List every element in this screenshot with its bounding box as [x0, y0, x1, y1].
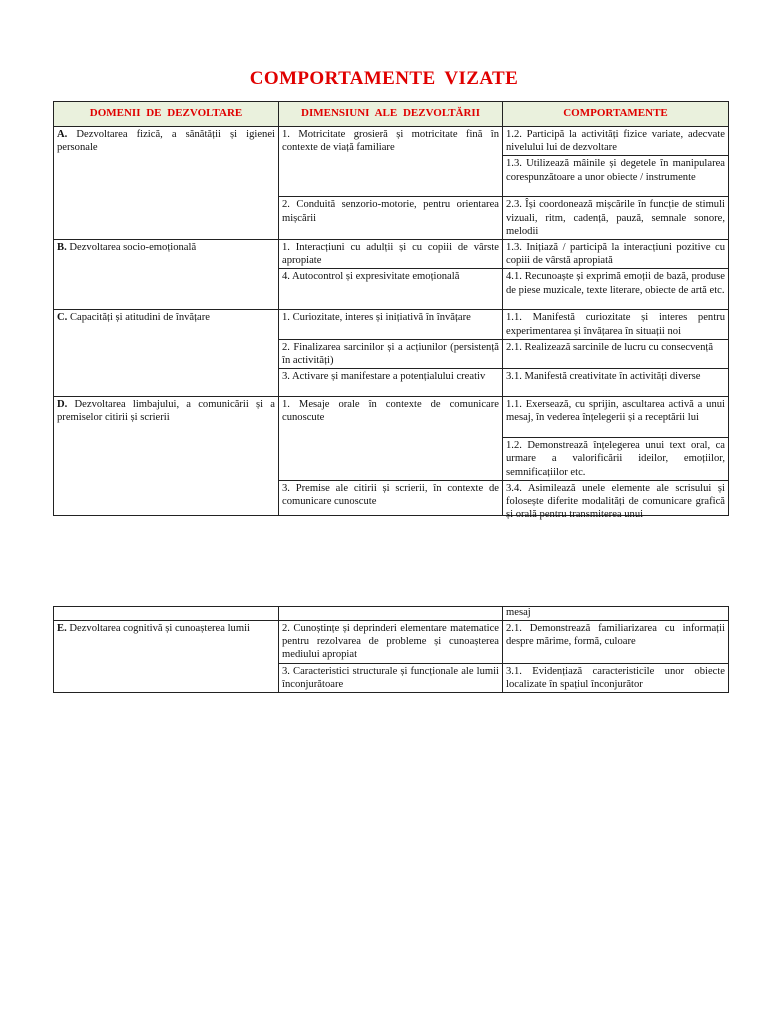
- dimension-cell: 1. Curiozitate, interes și inițiativă în învățare: [279, 310, 503, 339]
- domain-key: B.: [57, 242, 67, 254]
- table-row: [54, 397, 729, 438]
- domain-cell-c: [54, 310, 279, 397]
- page-title: COMPORTAMENTE VIZATE: [249, 68, 519, 89]
- domain-key: D.: [57, 399, 68, 411]
- behavior-cell: mesaj: [503, 607, 729, 621]
- dimension-cell: 3. Activare și manifestare a potențialului creativ: [279, 369, 503, 397]
- behavior-cell: 4.1. Recunoaște și exprimă emoții de bază, produse de piese muzicale, texte literare, obiecte de artă etc.: [503, 269, 729, 310]
- domain-text: Dezvoltarea cognitivă și cunoașterea lumii: [66, 623, 250, 634]
- domain-text: Dezvoltarea fizică, a sănătății și igienei personale: [57, 129, 275, 154]
- table-row: [54, 621, 729, 664]
- domain-cell-a: [54, 127, 279, 240]
- domain-cell-d: [54, 397, 279, 516]
- behavior-cell: 2.1. Demonstrează familiarizarea cu informații despre mărime, formă, culoare: [503, 621, 729, 664]
- domain-text: Dezvoltarea limbajului, a comunicării și a premiselor citirii și scrierii: [57, 399, 275, 424]
- behavior-cell: 3.1. Manifestă creativitate în activități diverse: [503, 369, 729, 397]
- behavior-cell: 1.2. Participă la activități fizice variate, adecvate nivelului lui de dezvoltare: [503, 127, 729, 156]
- behavior-cell: 2.3. Își coordonează mișcările în funcție de stimuli vizuali, ritm, cadență, pauză, semnale sonore, melodii: [503, 197, 729, 240]
- behaviors-table-continued: [53, 606, 729, 693]
- domain-text: Dezvoltarea socio-emoțională: [66, 242, 197, 254]
- dimension-cell: 2. Conduită senzorio-motorie, pentru orientarea mișcării: [279, 197, 503, 240]
- behavior-cell: 1.1. Manifestă curiozitate și interes pentru experimentarea și învățarea în situații noi: [503, 310, 729, 339]
- domain-key: C.: [57, 312, 68, 324]
- domain-cell-e: [54, 621, 279, 693]
- dimension-cell: 3. Caracteristici structurale și funcționale ale lumii înconjurătoare: [279, 663, 503, 692]
- dimension-cell-empty: [279, 607, 503, 621]
- domain-cell-b: [54, 240, 279, 310]
- dimension-cell: 2. Cunoștințe și deprinderi elementare matematice pentru rezolvarea de probleme și cunoașterea mediului apropiat: [279, 621, 503, 664]
- table-header-row: [54, 102, 729, 127]
- table-row: [54, 127, 729, 156]
- behavior-cell: 1.2. Demonstrează înțelegerea unui text oral, ca urmare a valorificării ideilor, emoțiilor, semnificațiilor etc.: [503, 438, 729, 481]
- header-behaviors: COMPORTAMENTE: [503, 102, 729, 127]
- behavior-cell: [503, 480, 729, 521]
- table-row: [54, 310, 729, 339]
- behaviors-table: [53, 101, 729, 521]
- dimension-cell: 4. Autocontrol și expresivitate emoțională: [279, 269, 503, 310]
- table-row: [54, 240, 729, 269]
- table-row: [54, 607, 729, 621]
- behavior-cell: 2.1. Realizează sarcinile de lucru cu consecvență: [503, 339, 729, 368]
- behavior-cell: 3.1. Evidențiază caracteristicile unor obiecte localizate în spațiul înconjurător: [503, 663, 729, 692]
- domain-cell-empty: [54, 607, 279, 621]
- header-domains: DOMENII DE DEZVOLTARE: [54, 102, 279, 127]
- behavior-cell: 1.3. Inițiază / participă la interacțiuni pozitive cu copiii de vârstă apropiată: [503, 240, 729, 269]
- dimension-cell: 2. Finalizarea sarcinilor și a acțiunilor (persistență în activități): [279, 339, 503, 368]
- domain-text: Capacități și atitudini de învățare: [67, 312, 210, 324]
- dimension-cell: 1. Mesaje orale în contexte de comunicare cunoscute: [279, 397, 503, 481]
- dimension-cell: 1. Motricitate grosieră și motricitate fină în contexte de viață familiare: [279, 127, 503, 197]
- domain-key: A.: [57, 129, 68, 140]
- behavior-cell: 1.3. Utilizează mâinile și degetele în manipularea corespunzătoare a unor obiecte / instrumente: [503, 156, 729, 197]
- behavior-text-clipped: 3.4. Asimilează unele elemente ale scrisului și folosește diferite modalități de comunicare grafică și orală pentru transmiterea unui: [506, 482, 725, 521]
- dimension-cell: 1. Interacțiuni cu adulții și cu copiii de vârste apropiate: [279, 240, 503, 269]
- header-dimensions: DIMENSIUNI ALE DEZVOLTĂRII: [279, 102, 503, 127]
- behavior-cell: 1.1. Exersează, cu sprijin, ascultarea activă a unui mesaj, în vederea înțelegerii și a receptării lui: [503, 397, 729, 438]
- dimension-cell: 3. Premise ale citirii și scrierii, în contexte de comunicare cunoscute: [279, 480, 503, 515]
- domain-key: E.: [57, 623, 67, 634]
